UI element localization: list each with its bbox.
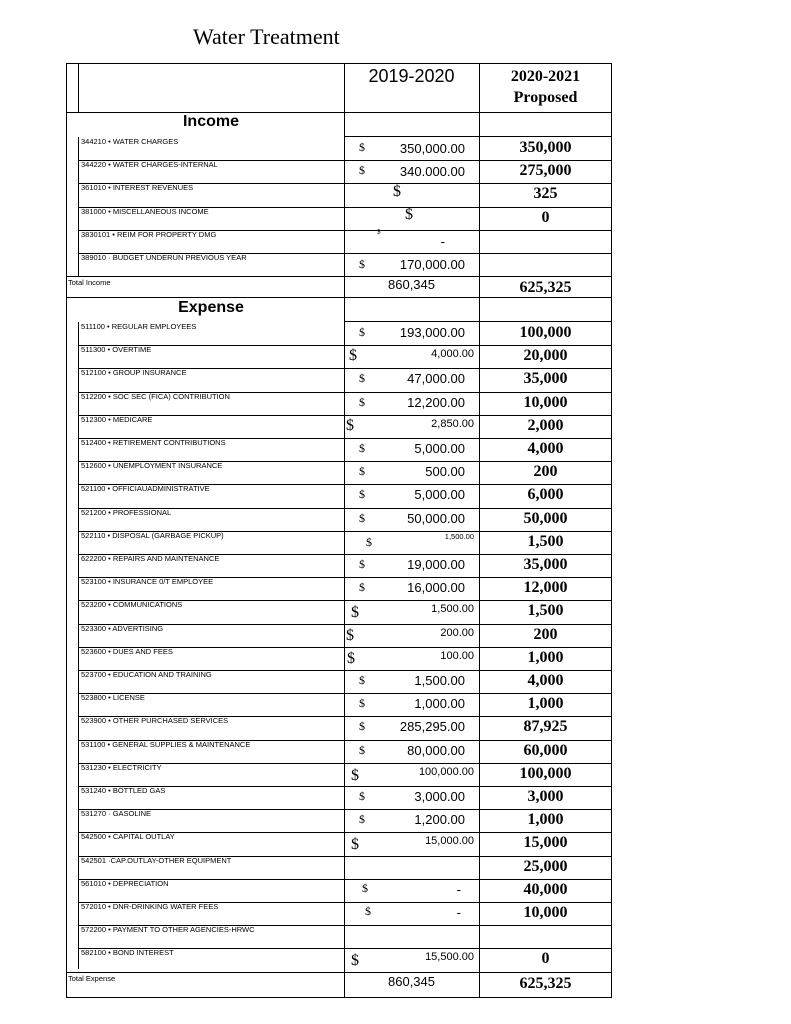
proposed-amount: 60,000: [523, 741, 568, 759]
expense-row-label: 523700 • EDUCATION AND TRAINING: [81, 670, 212, 679]
proposed-amount: 0: [541, 950, 550, 968]
dollar-sign: $: [347, 649, 355, 667]
prior-amount: 16,000.00: [407, 580, 465, 596]
column-header-proposed-label: Proposed: [513, 89, 578, 106]
page-title: Water Treatment: [193, 24, 340, 49]
expense-row-label: 531100 • GENERAL SUPPLIES & MAINTENANCE: [81, 739, 251, 749]
expense-row-label: 512400 • RETIREMENT CONTRIBUTIONS: [81, 438, 226, 447]
dollar-sign: $: [362, 880, 368, 895]
dollar-sign: $: [359, 394, 365, 409]
expense-row-label: 512300 • MEDICARE: [81, 414, 153, 424]
dollar-sign: $: [359, 163, 365, 178]
total-expense-proposed: 625,325: [519, 974, 572, 992]
column-header-prior: 2019-2020: [368, 66, 455, 86]
prior-amount: 3,000.00: [414, 789, 465, 804]
proposed-amount: 1,000: [527, 648, 564, 666]
expense-row-label: 542501 ·CAP.OUTLAY-OTHER EQUIPMENT: [81, 855, 232, 865]
dollar-sign: $: [359, 464, 365, 479]
row-divider: [66, 276, 612, 277]
proposed-amount: 100,000: [519, 324, 572, 341]
proposed-amount: 35,000: [523, 370, 568, 388]
total-income-proposed: 625,325: [519, 279, 572, 297]
expense-row-label: 521200 • PROFESSIONAL: [81, 507, 172, 517]
expense-row-label: 572010 • DNR-DRINKING WATER FEES: [81, 902, 219, 911]
expense-row-label: 521100 • OFFICIAUADMINISTRATIVE: [81, 484, 210, 494]
total-income-prior: 860,345: [388, 277, 435, 293]
prior-amount: 1,000.00: [414, 696, 465, 712]
dollar-sign: $: [366, 534, 372, 549]
dollar-sign: $: [351, 604, 359, 622]
dollar-sign: $: [359, 510, 365, 525]
expense-row-label: 572200 • PAYMENT TO OTHER AGENCIES-HRWC: [81, 925, 255, 935]
expense-row-label: 523800 • LICENSE: [81, 693, 145, 703]
prior-amount: 1,500.00: [431, 603, 474, 616]
income-row-label: 361010 • INTEREST REVENUES: [81, 183, 194, 193]
proposed-amount: 15,000: [523, 834, 568, 852]
dollar-sign: $: [359, 325, 365, 339]
expense-row-label: 531240 • BOTTLED GAS: [81, 786, 166, 795]
row-divider: [66, 972, 612, 973]
proposed-amount: 6,000: [527, 486, 564, 504]
dollar-sign: $: [359, 673, 365, 687]
dollar-sign: $: [359, 812, 365, 827]
row-divider: [344, 136, 612, 137]
prior-amount: 200.00: [440, 626, 474, 639]
expense-row-label: 511300 • OVERTIME: [81, 345, 152, 355]
proposed-amount: 100,000: [519, 764, 572, 782]
row-divider: [78, 809, 612, 810]
row-divider: [66, 997, 612, 998]
prior-amount: -: [456, 881, 461, 897]
income-row-label: 344210 • WATER CHARGES: [81, 137, 179, 146]
dollar-sign: $: [359, 742, 365, 757]
expense-row-label: 561010 • DEPRECIATION: [81, 878, 169, 888]
dollar-sign: $: [346, 626, 354, 644]
row-divider: [78, 345, 612, 346]
prior-amount: 5,000.00: [414, 487, 465, 503]
expense-row-label: 523900 • OTHER PURCHASED SERVICES: [81, 716, 229, 726]
prior-amount: 4,000.00: [431, 348, 474, 361]
dollar-sign: $: [346, 416, 354, 434]
proposed-amount: 50,000: [523, 509, 568, 527]
column-divider: [78, 63, 79, 113]
proposed-amount: 40,000: [523, 880, 568, 898]
total-expense-label: Total Expense: [68, 973, 116, 983]
expense-row-label: 531230 • ELECTRICITY: [81, 762, 162, 772]
dollar-sign: $: [351, 836, 359, 854]
proposed-amount: 325: [533, 185, 558, 203]
dollar-sign: $: [377, 227, 381, 236]
prior-amount: 350,000.00: [399, 141, 465, 156]
row-divider: [66, 63, 612, 64]
row-divider: [344, 321, 612, 322]
dollar-sign: $: [405, 205, 413, 223]
expense-row-label: 523300 • ADVERTISING: [81, 623, 164, 633]
proposed-amount: 4,000: [527, 672, 564, 689]
proposed-amount: 25,000: [523, 857, 568, 875]
proposed-amount: 2,000: [527, 416, 564, 434]
dollar-sign: $: [349, 347, 357, 365]
expense-row-label: 512200 • SOC SEC (FICA) CONTRIBUTION: [81, 391, 230, 401]
proposed-amount: 1,000: [527, 811, 564, 829]
prior-amount: 340.000.00: [399, 164, 465, 180]
dollar-sign: $: [359, 371, 365, 386]
expense-row-label: 523100 • INSURANCE 0/T EMPLOYEE: [81, 577, 214, 587]
dollar-sign: $: [359, 487, 365, 502]
column-header-proposed-year: 2020-2021: [510, 68, 581, 85]
proposed-amount: 20,000: [523, 347, 568, 365]
prior-amount: 19,000.00: [407, 557, 465, 572]
proposed-amount: 35,000: [523, 556, 568, 573]
prior-amount: 1,200.00: [414, 812, 465, 828]
column-divider: [78, 322, 79, 969]
proposed-amount: 4,000: [527, 440, 564, 457]
column-header-proposed: [480, 66, 611, 108]
dollar-sign: $: [359, 580, 365, 595]
proposed-amount: 0: [541, 208, 550, 226]
prior-amount: 2,850.00: [431, 417, 474, 430]
income-row-label: 3830101 • REIM FOR PROPERTY DMG: [81, 229, 217, 239]
prior-amount: 1,500.00: [414, 673, 465, 688]
expense-row-label: 511100 • REGULAR EMPLOYEES: [81, 322, 197, 331]
proposed-amount: 10,000: [523, 393, 568, 411]
prior-amount: 12,200.00: [407, 394, 465, 410]
proposed-amount: 200: [533, 463, 558, 481]
dollar-sign: $: [365, 904, 371, 918]
expense-row-label: 542500 • CAPITAL OUTLAY: [81, 832, 175, 842]
proposed-amount: 10,000: [523, 904, 568, 921]
prior-amount: 15,000.00: [425, 835, 474, 848]
dollar-sign: $: [359, 441, 365, 455]
expense-row-label: 512600 • UNEMPLOYMENT INSURANCE: [81, 461, 223, 471]
prior-amount: -: [456, 905, 461, 920]
income-row-label: 389010 · BUDGET UNDERUN PREVIOUS YEAR: [81, 253, 247, 262]
prior-amount: 500.00: [425, 464, 465, 480]
income-row-label: 344220 • WATER CHARGES-INTERNAL: [81, 160, 218, 170]
proposed-amount: 200: [533, 625, 558, 643]
proposed-amount: 87,925: [523, 718, 568, 736]
proposed-amount: 275,000: [519, 162, 572, 180]
prior-amount: 50,000.00: [407, 510, 465, 526]
proposed-amount: 12,000: [523, 579, 568, 597]
dollar-sign: $: [359, 140, 365, 154]
row-divider: [78, 415, 612, 416]
dollar-sign: $: [359, 696, 365, 711]
prior-amount: 100.00: [440, 649, 474, 662]
prior-amount: -: [440, 233, 445, 249]
row-divider: [78, 693, 612, 694]
expense-row-label: 523600 • DUES AND FEES: [81, 646, 173, 656]
dollar-sign: $: [351, 766, 359, 784]
total-expense-prior: 860,345: [388, 973, 435, 989]
prior-amount: 1,500.00: [444, 531, 474, 541]
prior-amount: 285,295.00: [399, 719, 465, 735]
proposed-amount: 3,000: [527, 788, 564, 805]
expense-row-label: 622200 • REPAIRS AND MAINTENANCE: [81, 554, 220, 563]
expense-row-label: 522110 • DISPOSAL (GARBAGE PICKUP): [81, 530, 224, 540]
expense-row-label: 512100 • GROUP INSURANCE: [81, 368, 187, 378]
dollar-sign: $: [359, 257, 365, 271]
prior-amount: 5,000.00: [414, 441, 465, 456]
dollar-sign: $: [351, 952, 359, 970]
income-heading: Income: [182, 113, 239, 130]
column-divider: [66, 63, 67, 998]
total-income-label: Total Income: [68, 278, 111, 288]
prior-amount: 193,000.00: [399, 325, 465, 340]
prior-amount: 15,500.00: [425, 951, 474, 964]
dollar-sign: $: [359, 557, 365, 571]
prior-amount: 170,000.00: [399, 257, 465, 272]
expense-row-label: 582100 • BOND INTEREST: [81, 948, 174, 958]
dollar-sign: $: [359, 789, 365, 803]
dollar-sign: $: [393, 183, 401, 201]
dollar-sign: $: [359, 719, 365, 734]
income-row-label: 381000 • MISCELLANEOUS INCOME: [81, 206, 209, 216]
proposed-amount: 1,000: [527, 695, 564, 713]
prior-amount: 100,000.00: [418, 765, 474, 778]
expense-heading: Expense: [178, 299, 244, 316]
prior-amount: 80,000.00: [407, 742, 465, 758]
prior-amount: 47,000.00: [407, 371, 465, 387]
proposed-amount: 1,500: [527, 602, 564, 620]
proposed-amount: 350,000: [519, 139, 572, 156]
expense-row-label: 531270 · GASOLINE: [81, 809, 152, 819]
expense-row-label: 523200 • COMMUNICATIONS: [81, 600, 183, 610]
proposed-amount: 1,500: [527, 532, 564, 550]
